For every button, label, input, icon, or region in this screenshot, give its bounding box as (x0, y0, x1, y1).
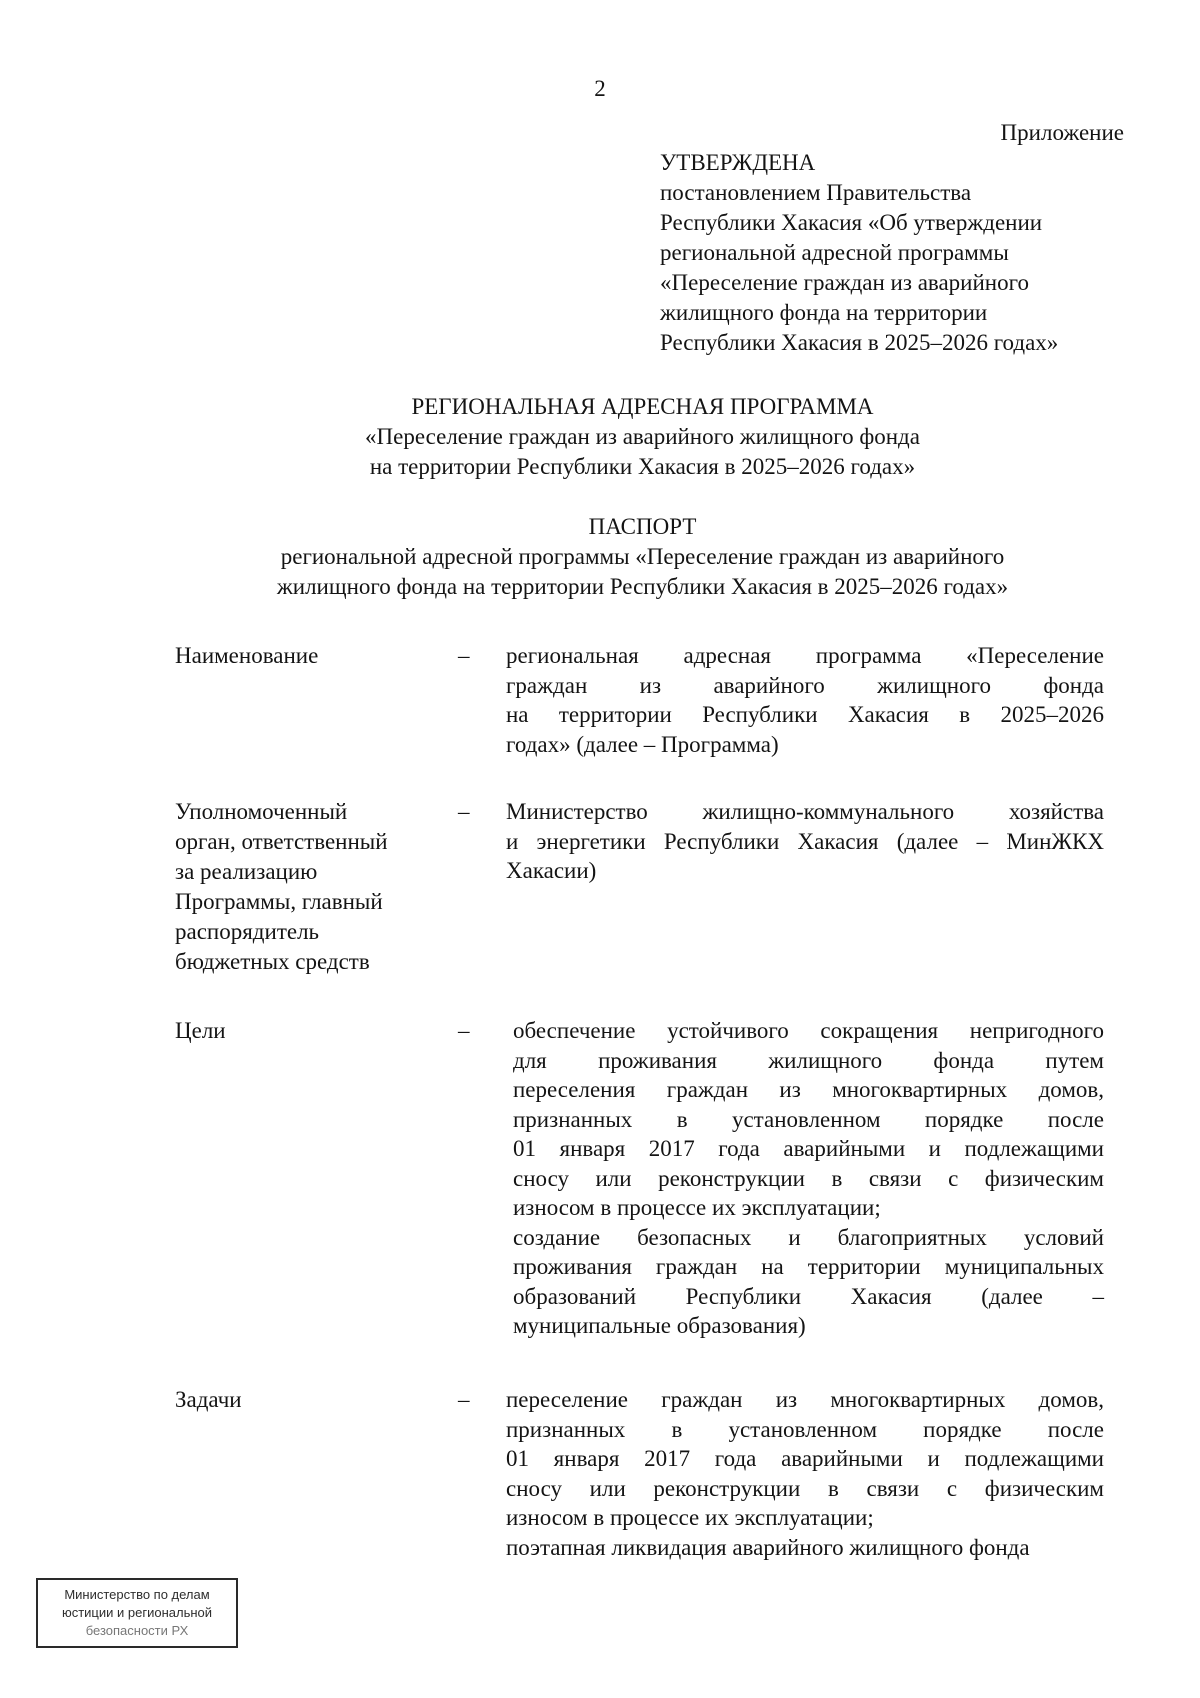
approval-heading: УТВЕРЖДЕНА (660, 150, 816, 175)
row-value-line: переселение граждан из многоквартирных домов, (506, 1387, 1104, 1412)
row-value-line: Хакасии) (506, 858, 597, 883)
passport-title-line: жилищного фонда на территории Республики Хакасия в 2025–2026 годах» (276, 574, 1009, 599)
passport-row-label-name (175, 641, 435, 671)
row-value-line: признанных в установленном порядке после (513, 1106, 1104, 1132)
approval-line: региональной адресной программы (660, 240, 1009, 265)
row-value-line: Министерство жилищно-коммунального хозяйства (506, 799, 1104, 824)
row-value-line: сносу или реконструкции в связи с физическим (513, 1165, 1104, 1191)
row-value-line: сносу или реконструкции в связи с физическим (506, 1475, 1104, 1501)
row-value-line: обеспечение устойчивого сокращения непригодного (513, 1018, 1104, 1043)
row-value-line: на территории Республики Хакасия в 2025–2026 (506, 702, 1104, 727)
passport-row-label-goals (175, 1016, 435, 1046)
appendix-label: Приложение (1000, 120, 1124, 145)
row-value-line: износом в процессе их эксплуатации; (513, 1195, 881, 1220)
row-value-line: годах» (далее – Программа) (506, 731, 779, 757)
passport-title-line: региональной адресной программы «Переселение граждан из аварийного (280, 544, 1005, 569)
row-dash: – (458, 799, 470, 824)
row-value-line: износом в процессе их эксплуатации; (506, 1505, 874, 1530)
passport-row-value-goals (513, 1016, 1104, 1341)
row-label-line: Цели (175, 1018, 226, 1043)
row-label-line: распорядитель (175, 919, 320, 944)
program-title-line: «Переселение граждан из аварийного жилищного фонда (365, 424, 920, 449)
row-label-line: Наименование (175, 643, 319, 668)
row-value-line: переселения граждан из многоквартирных домов, (513, 1077, 1104, 1102)
row-value-line: для проживания жилищного фонда путем (513, 1047, 1104, 1073)
approval-line: Республики Хакасия в 2025–2026 годах» (660, 330, 1059, 355)
program-title (0, 392, 1200, 482)
approval-line: постановлением Правительства (660, 180, 972, 205)
row-label-line: орган, ответственный (175, 829, 388, 854)
row-dash: – (458, 1387, 470, 1412)
row-value-line: проживания граждан на территории муниципальных (513, 1254, 1104, 1279)
approval-line: жилищного фонда на территории (660, 300, 988, 325)
passport-row-value-name (506, 641, 1104, 759)
row-value-line: муниципальные образования) (513, 1313, 806, 1338)
registration-stamp (36, 1578, 238, 1648)
row-value-line: региональная адресная программа «Переселение (506, 643, 1104, 668)
row-value-line: поэтапная ликвидация аварийного жилищного фонда (506, 1534, 1030, 1560)
page-number: 2 (594, 76, 606, 101)
passport-row-value-tasks (506, 1385, 1104, 1562)
row-value-line: и энергетики Республики Хакасия (далее – МинЖКХ (506, 828, 1104, 854)
program-title-line: на территории Республики Хакасия в 2025–2026 годах» (369, 454, 916, 479)
row-value-line: граждан из аварийного жилищного фонда (506, 672, 1104, 698)
row-label-line: Задачи (175, 1387, 242, 1412)
passport-row-label-authority (175, 797, 435, 977)
approval-line: «Переселение граждан из аварийного (660, 270, 1029, 295)
stamp-line: юстиции и региональной (61, 1605, 213, 1620)
row-label-line: бюджетных средств (175, 949, 370, 974)
passport-row-value-authority (506, 797, 1104, 886)
row-dash: – (458, 1018, 470, 1043)
row-value-line: 01 января 2017 года аварийными и подлежащими (506, 1446, 1104, 1471)
row-value-line: создание безопасных и благоприятных условий (513, 1224, 1104, 1250)
row-value-line: образований Республики Хакасия (далее – (513, 1283, 1104, 1309)
row-dash: – (458, 643, 470, 668)
row-label-line: Программы, главный (175, 889, 383, 914)
approval-line: Республики Хакасия «Об утверждении (660, 210, 1043, 235)
passport-row-label-tasks (175, 1385, 435, 1415)
program-title-heading: РЕГИОНАЛЬНАЯ АДРЕСНАЯ ПРОГРАММА (411, 394, 874, 419)
row-label-line: Уполномоченный (175, 799, 348, 824)
approval-block (660, 148, 1058, 358)
row-label-line: за реализацию (175, 859, 318, 884)
row-value-line: признанных в установленном порядке после (506, 1416, 1104, 1442)
row-value-line: 01 января 2017 года аварийными и подлежащими (513, 1136, 1104, 1161)
stamp-line: Министерство по делам (64, 1587, 210, 1602)
passport-title (0, 512, 1200, 602)
stamp-line: безопасности РХ (85, 1623, 189, 1638)
passport-title-heading: ПАСПОРТ (588, 514, 697, 539)
